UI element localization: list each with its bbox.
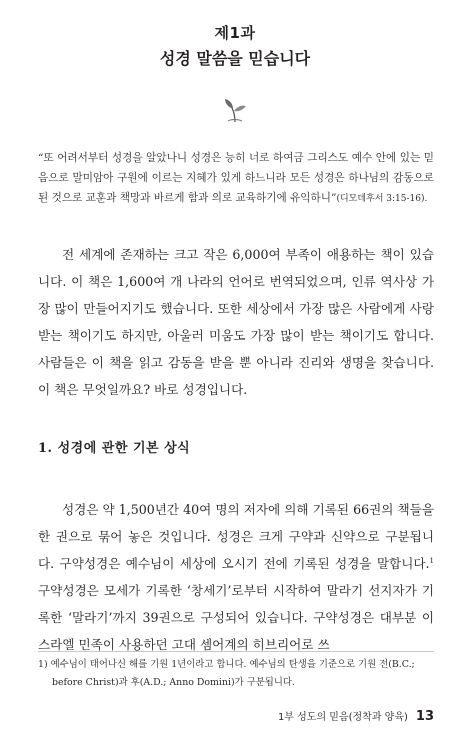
scripture-reference: (디모데후서 3:15-16). bbox=[336, 194, 428, 204]
running-title: 1부 성도의 믿음(정착과 양육) bbox=[277, 712, 408, 723]
section-heading: 1. 성경에 관한 기본 상식 bbox=[38, 441, 191, 456]
body-paragraph-2-part-a: 성경은 약 1,500년간 40여 명의 저자에 의해 기록된 66권의 책들을 한 권으로 묶어 놓은 것입니다. 성경은 크게 구약과 신약으로 구분됩니다. 구약성경은 예수님이 세상에 오시기 전에 기록된 성경을 말합니다. bbox=[38, 502, 434, 571]
footnote-marker: 1 bbox=[429, 556, 434, 565]
lesson-number: 제1과 bbox=[214, 24, 256, 42]
body-paragraph-2-part-b: 구약성경은 모세가 기록한 ‘창세기’로부터 시작하여 말라기 선지자가 기록한 ‘말라기’까지 39권으로 구성되어 있습니다. 구약성경은 대부분 이스라엘 민족이 사용하던 고대 셈어계의 히브리어로 쓰 bbox=[38, 583, 434, 652]
footnote-divider bbox=[38, 651, 434, 652]
sprout-ornament-icon bbox=[222, 94, 248, 124]
scripture-quote-text: “또 어려서부터 성경을 알았나니 성경은 능히 너로 하여금 그리스도 예수 안에 있는 믿음으로 말미암아 구원에 이르는 지혜가 있게 하느니라 모든 성경은 하나님의 감동으로 된 것으로 교훈과 책망과 바르게 함과 의로 교육하기에 유익하니” bbox=[38, 152, 434, 204]
body-paragraph-2 bbox=[38, 496, 434, 658]
scripture-quote bbox=[38, 148, 434, 209]
body-paragraph-1: 전 세계에 존재하는 크고 작은 6,000여 부족이 애용하는 책이 있습니다. 이 책은 1,600여 개 나라의 언어로 번역되었으며, 인류 역사상 가장 많이 만들어지기도 했습니다. 또한 세상에서 가장 많은 사람에게 사랑받는 책이기도 하지만, 아울러 미움도 가장 많이 받는 책이기도 합니다. 사람들은 이 책을 읽고 감동을 받을 뿐 아니라 진리와 생명을 찾습니다. 이 책은 무엇일까요? 바로 성경입니다. bbox=[38, 247, 434, 397]
footnote: 1) 예수님이 태어나신 해를 기원 1년이라고 합니다. 예수님의 탄생을 기준으로 기원 전(B.C.; before Christ)과 후(A.D.; Anno Domini)가 구분됩니다. bbox=[38, 659, 415, 688]
lesson-title: 성경 말씀을 믿습니다 bbox=[159, 49, 311, 68]
page-number: 13 bbox=[415, 709, 434, 724]
running-footer bbox=[278, 708, 434, 724]
